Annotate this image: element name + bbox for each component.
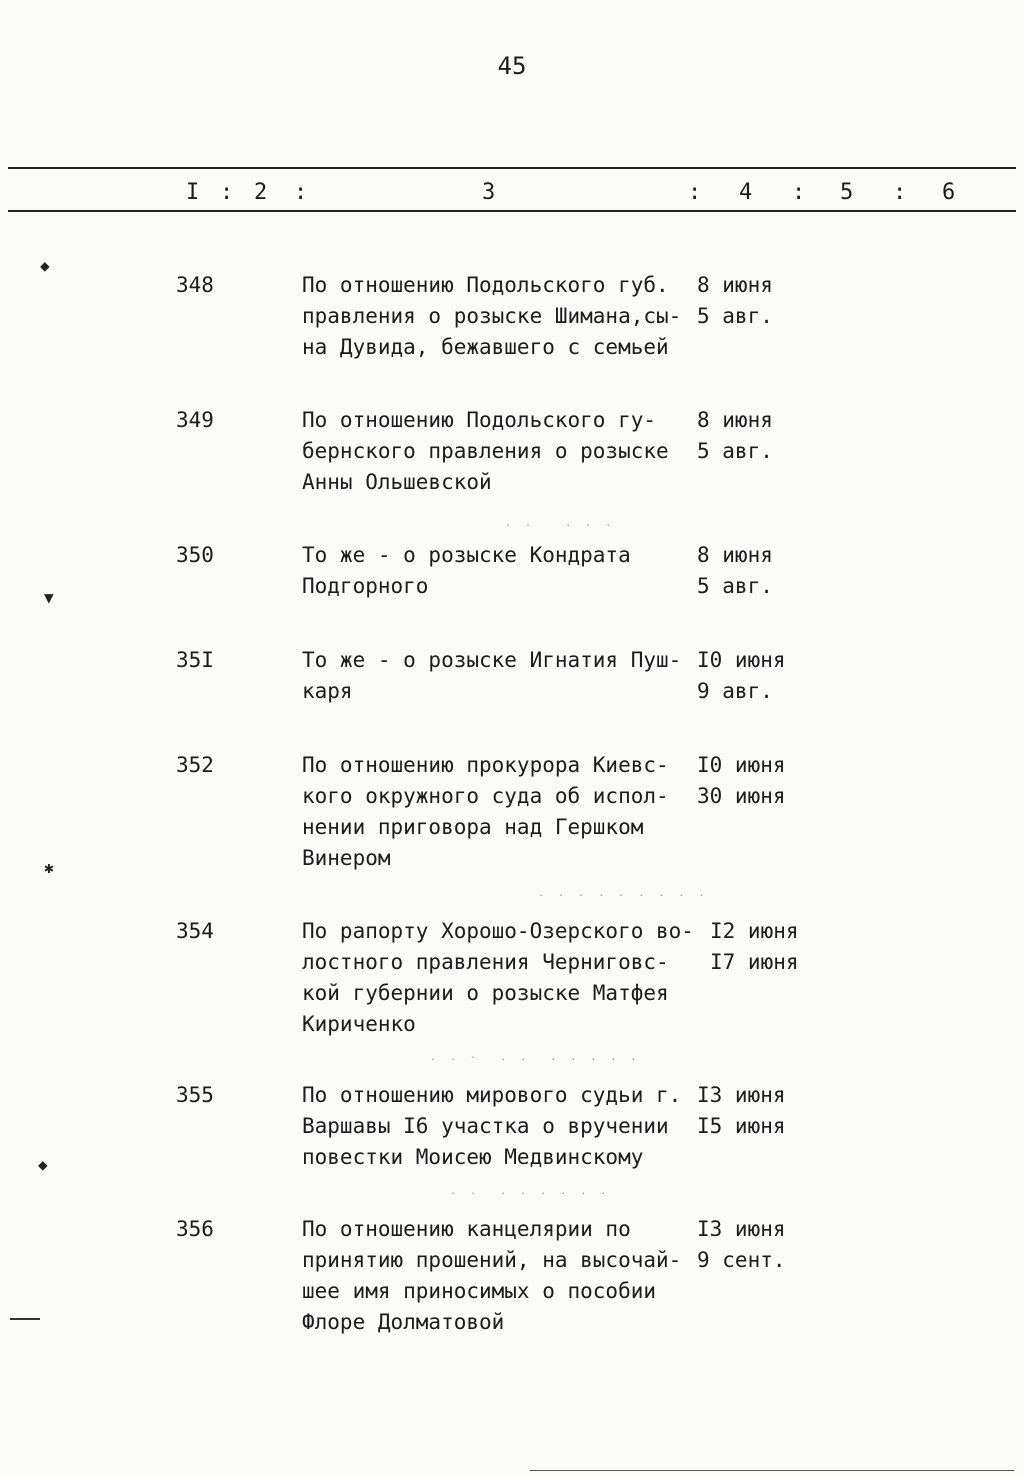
entry-number: 35I xyxy=(176,648,214,672)
column-header-5: 5 xyxy=(840,180,854,205)
entry-number: 352 xyxy=(176,753,214,777)
start-date: I3 июня xyxy=(697,1217,786,1241)
entry-description: То же - о розыске Игнатия Пуш- каря xyxy=(302,648,682,703)
entry-description: По отношению канцелярии по принятию прошений, на высочай- шее имя приносимых о пособии Флоре Долматовой xyxy=(302,1217,682,1334)
start-date: 8 июня xyxy=(697,543,773,567)
column-header-4: 4 xyxy=(739,180,753,205)
binding-mark-icon: ◆ xyxy=(40,256,50,275)
table-header-rule xyxy=(8,210,1016,212)
entry-number: 349 xyxy=(176,408,214,432)
entry-number: 354 xyxy=(176,919,214,943)
column-separator: : xyxy=(688,180,702,205)
entry-number: 350 xyxy=(176,543,214,567)
end-date: 30 июня xyxy=(697,784,786,808)
footer-rule xyxy=(530,1470,1014,1471)
column-header-1: I xyxy=(186,180,200,205)
entry-description: По отношению Подольского гу- бернского правления о розыске Анны Ольшевской xyxy=(302,408,669,494)
entry-dates xyxy=(697,1214,786,1276)
end-date: 5 авг. xyxy=(697,574,773,598)
start-date: 8 июня xyxy=(697,408,773,432)
table-top-rule xyxy=(8,167,1016,169)
column-separator: : xyxy=(792,180,806,205)
start-date: I0 июня xyxy=(697,753,786,777)
binding-mark-icon: ✱ xyxy=(44,858,54,877)
entry-number: 355 xyxy=(176,1083,214,1107)
page-number: 45 xyxy=(497,52,527,80)
entry-dates xyxy=(710,916,799,978)
entry-dates xyxy=(697,540,773,602)
entry-dates xyxy=(697,405,773,467)
end-date: 5 авг. xyxy=(697,439,773,463)
column-separator: : xyxy=(294,180,308,205)
entry-description: По отношению прокурора Киевс- кого окружного суда об испол- нении приговора над Гершком Винером xyxy=(302,753,669,870)
entry-dates xyxy=(697,750,786,812)
start-date: 8 июня xyxy=(697,273,773,297)
end-date: 9 сент. xyxy=(697,1248,786,1272)
entry-description: По рапорту Хорошо-Озерского во- лостного правления Черниговс- кой губернии о розыске Матфея Кириченко xyxy=(302,919,694,1036)
end-date: I7 июня xyxy=(710,950,799,974)
start-date: I3 июня xyxy=(697,1083,786,1107)
column-separator: : xyxy=(220,180,234,205)
dotted-separator: . . . . . . . . xyxy=(450,1186,611,1197)
column-header-3: 3 xyxy=(482,180,496,205)
margin-dash xyxy=(10,1318,40,1320)
entry-dates xyxy=(697,1080,786,1142)
entry-number: 348 xyxy=(176,273,214,297)
entry-description: По отношению Подольского губ. правления о розыске Шимана,сы- на Дувида, бежавшего с семьей xyxy=(302,273,682,359)
binding-mark-icon: ◆ xyxy=(38,1155,48,1174)
start-date: I0 июня xyxy=(697,648,786,672)
column-header-2: 2 xyxy=(254,180,268,205)
start-date: I2 июня xyxy=(710,919,799,943)
entry-dates xyxy=(697,270,773,332)
entry-description: То же - о розыске Кондрата Подгорного xyxy=(302,543,631,598)
dotted-separator: . . - . . . . . . . xyxy=(430,1052,641,1063)
end-date: I5 июня xyxy=(697,1114,786,1138)
end-date: 9 авг. xyxy=(697,679,773,703)
entry-description: По отношению мирового судьи г. Варшавы I6 участка о вручении повестки Моисею Медвинскому xyxy=(302,1083,682,1169)
dotted-separator: . . . . . . . . . xyxy=(538,888,709,899)
column-separator: : xyxy=(893,180,907,205)
entry-number: 356 xyxy=(176,1217,214,1241)
end-date: 5 авг. xyxy=(697,304,773,328)
entry-dates xyxy=(697,645,786,707)
column-header-6: 6 xyxy=(942,180,956,205)
dotted-separator: . . . . . xyxy=(505,518,616,529)
binding-mark-icon: ▼ xyxy=(44,588,54,607)
